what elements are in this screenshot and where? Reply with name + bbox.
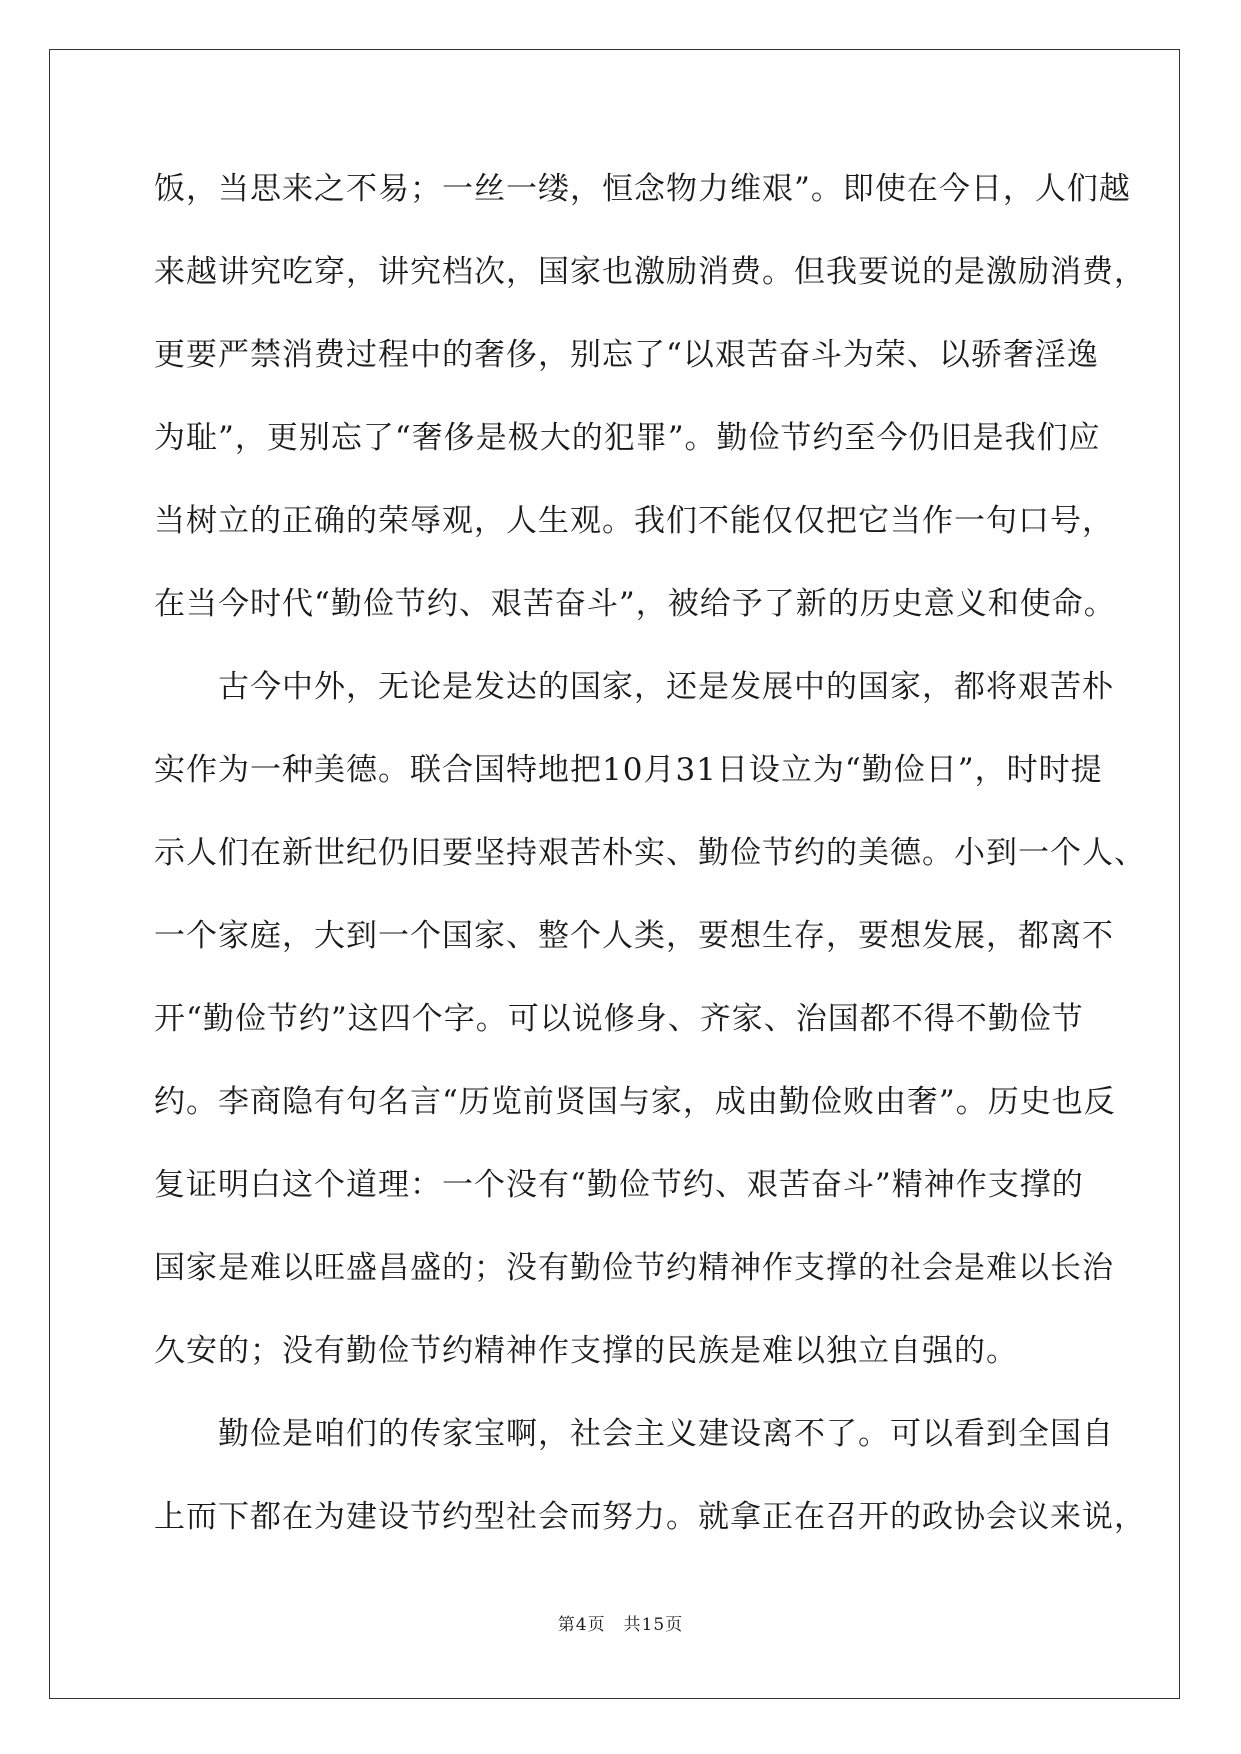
text-line: 为耻”，更别忘了“奢侈是极大的犯罪”。勤俭节约至今仍旧是我们应 bbox=[154, 420, 1101, 456]
text-line: 在当今时代“勤俭节约、艰苦奋斗”，被给予了新的历史意义和使命。 bbox=[154, 586, 1116, 622]
text-line: 来越讲究吃穿，讲究档次，国家也激励消费。但我要说的是激励消费， bbox=[154, 254, 1146, 290]
text-line: 久安的；没有勤俭节约精神作支撑的民族是难以独立自强的。 bbox=[154, 1333, 1018, 1369]
text-line: 国家是难以旺盛昌盛的；没有勤俭节约精神作支撑的社会是难以长治 bbox=[154, 1250, 1114, 1286]
text-line: 示人们在新世纪仍旧要坚持艰苦朴实、勤俭节约的美德。小到一个人、 bbox=[154, 835, 1146, 871]
text-line: 开“勤俭节约”这四个字。可以说修身、齐家、治国都不得不勤俭节 bbox=[154, 1001, 1084, 1037]
text-line: 实作为一种美德。联合国特地把10月31日设立为“勤俭日”，时时提 bbox=[154, 752, 1103, 788]
text-line: 勤俭是咱们的传家宝啊，社会主义建设离不了。可以看到全国自 bbox=[154, 1416, 1114, 1452]
page-number-footer: 第4页 共15页 bbox=[557, 1615, 684, 1635]
text-line: 更要严禁消费过程中的奢侈，别忘了“以艰苦奋斗为荣、以骄奢淫逸 bbox=[154, 337, 1099, 373]
text-line: 一个家庭，大到一个国家、整个人类，要想生存，要想发展，都离不 bbox=[154, 918, 1114, 954]
text-line: 饭，当思来之不易；一丝一缕，恒念物力维艰”。即使在今日，人们越 bbox=[154, 171, 1131, 207]
text-line: 复证明白这个道理：一个没有“勤俭节约、艰苦奋斗”精神作支撑的 bbox=[154, 1167, 1084, 1203]
text-line: 约。李商隐有句名言“历览前贤国与家，成由勤俭败由奢”。历史也反 bbox=[154, 1084, 1116, 1120]
text-line: 上而下都在为建设节约型社会而努力。就拿正在召开的政协会议来说， bbox=[154, 1499, 1146, 1535]
text-line: 当树立的正确的荣辱观，人生观。我们不能仅仅把它当作一句口号， bbox=[154, 503, 1114, 539]
text-line: 古今中外，无论是发达的国家，还是发展中的国家，都将艰苦朴 bbox=[154, 669, 1114, 705]
